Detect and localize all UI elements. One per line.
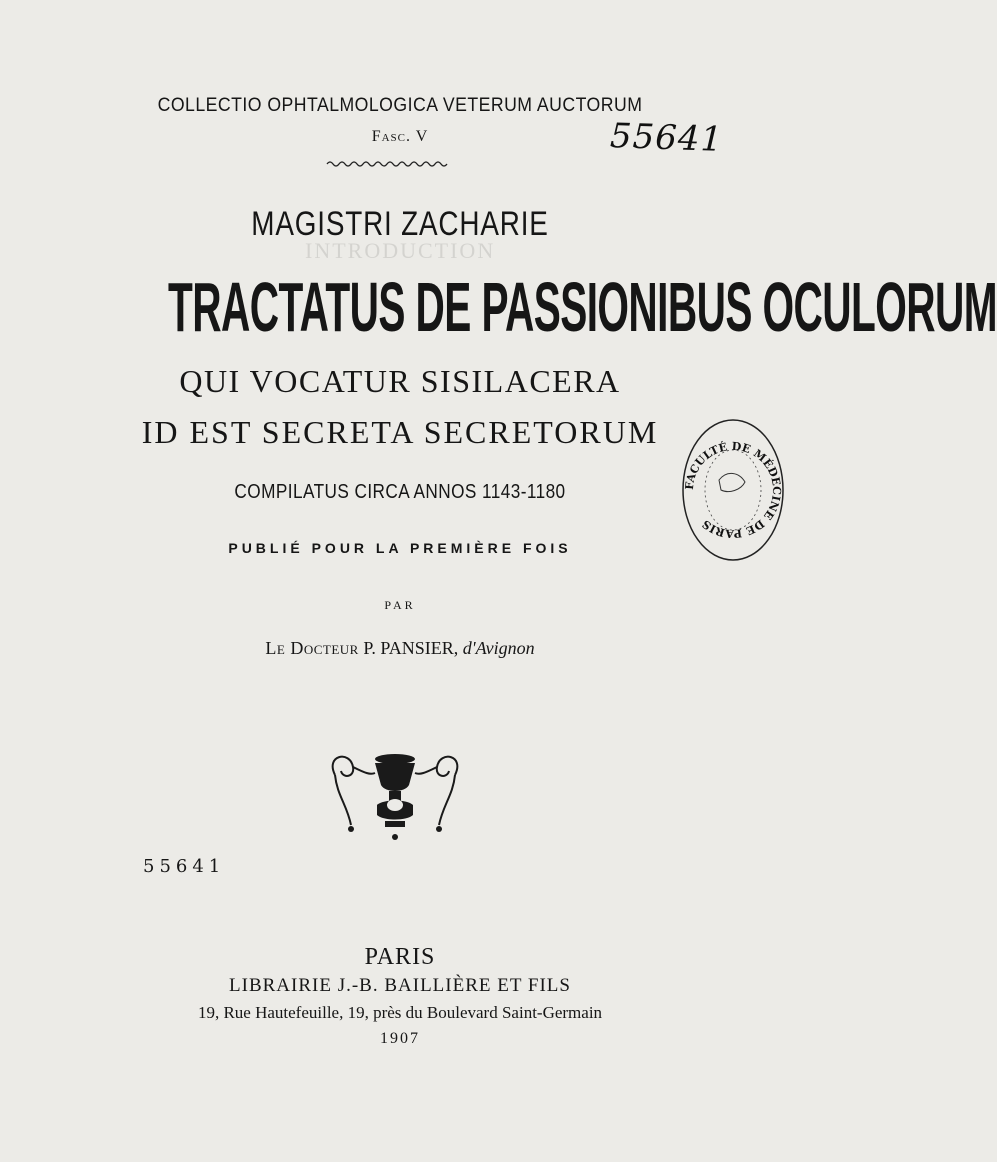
author-line: MAGISTRI ZACHARIE <box>251 205 549 243</box>
publisher-address: 19, Rue Hautefeuille, 19, près du Boulevard Saint-Germain <box>197 1003 603 1022</box>
editor-prefix: Le Docteur <box>265 638 359 658</box>
bleed-through-heading: INTRODUCTION <box>305 238 496 263</box>
publication-year: 1907 <box>380 1030 420 1047</box>
seal-stamp-icon <box>677 410 789 570</box>
main-title: TRACTATUS DE PASSIONIBUS OCULORUM <box>168 268 997 346</box>
publisher-name: LIBRAIRIE J.-B. BAILLIÈRE ET FILS <box>229 975 571 996</box>
vase-ornament-icon <box>325 745 465 845</box>
stamped-number: 55641 <box>609 116 724 160</box>
subtitle-line-2: ID EST SECRETA SECRETORUM <box>141 414 659 450</box>
svg-text:FACULTÉ DE MÉDECINE DE PARIS <box>683 439 783 540</box>
editor-name: P. PANSIER, <box>363 638 459 658</box>
collection-title: COLLECTIO OPHTALMOLOGICA VETERUM AUCTORUM <box>157 95 643 116</box>
wavy-rule-icon <box>327 160 447 168</box>
imprint-city: PARIS <box>364 944 436 970</box>
editor-line <box>0 638 800 659</box>
fascicle-label: Fasc. V <box>371 128 429 145</box>
editor-place: d'Avignon <box>462 638 535 658</box>
subtitle-line-1: QUI VOCATUR SISILACERA <box>179 363 621 399</box>
by-label: PAR <box>384 598 416 612</box>
compilation-dates: COMPILATUS CIRCA ANNOS 1143-1180 <box>234 481 566 503</box>
seal-text: FACULTÉ DE MÉDECINE DE PARIS <box>682 439 784 541</box>
library-number: 55641 <box>143 856 226 877</box>
publication-note: PUBLIÉ POUR LA PREMIÈRE FOIS <box>228 540 572 556</box>
